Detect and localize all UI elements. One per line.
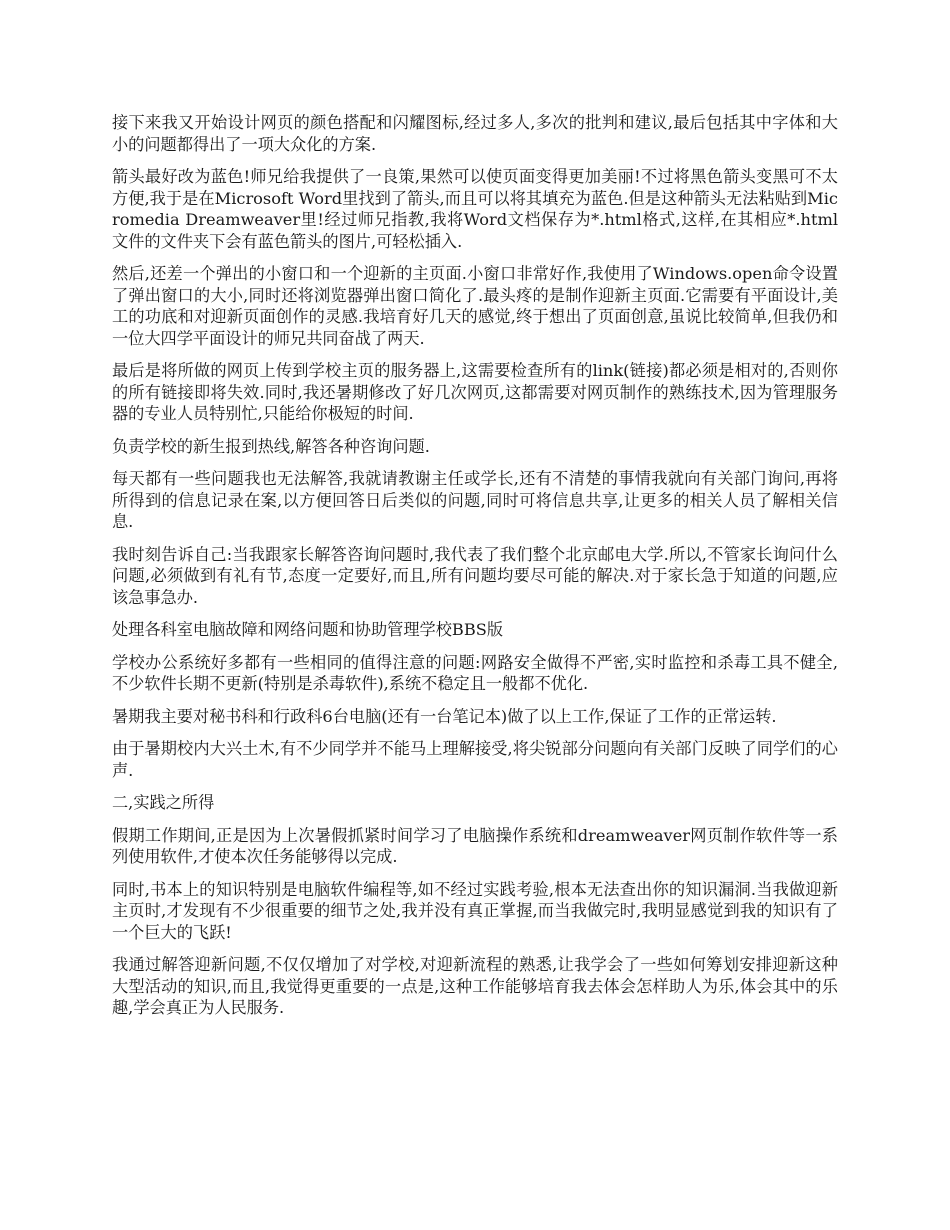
paragraph: 由于暑期校内大兴土木,有不少同学并不能马上理解接受,将尖锐部分问题向有关部门反映了同学们的心声. (112, 739, 838, 780)
paragraph: 负责学校的新生报到热线,解答各种咨询问题. (112, 436, 430, 456)
document-body (112, 112, 838, 1030)
paragraph: 暑期我主要对秘书科和行政科6台电脑(还有一台笔记本)做了以上工作,保证了工作的正常运转. (112, 706, 777, 726)
paragraph: 假期工作期间,正是因为上次暑假抓紧时间学习了电脑操作系统和dreamweaver网页制作软件等一系列使用软件,才使本次任务能够得以完成. (112, 825, 838, 866)
paragraph: 同时,书本上的知识特别是电脑软件编程等,如不经过实践考验,根本无法查出你的知识漏洞.当我做迎新主页时,才发现有不少很重要的细节之处,我并没有真正掌握,而当我做完时,我明显感觉到我的知识有了一个巨大的飞跃! (112, 879, 838, 942)
paragraph: 箭头最好改为蓝色!师兄给我提供了一良策,果然可以使页面变得更加美丽!不过将黑色箭头变黑可不太方便,我于是在Microsoft Word里找到了箭头,而且可以将其填充为蓝色.但是这种箭头无法粘贴到Micromedia Dreamweaver里!经过师兄指教,我将Word文档保存为*.html格式,这样,在其相应*.html文件的文件夹下会有蓝色箭头的图片,可轻松插入. (112, 167, 838, 251)
paragraph: 每天都有一些问题我也无法解答,我就请教谢主任或学长,还有不清楚的事情我就向有关部门询问,再将所得到的信息记录在案,以方便回答日后类似的问题,同时可将信息共享,让更多的相关人员了解相关信息. (112, 469, 838, 531)
paragraph: 然后,还差一个弹出的小窗口和一个迎新的主页面.小窗口非常好作,我使用了Windows.open命令设置了弹出窗口的大小,同时还将浏览器弹出窗口简化了.最头疼的是制作迎新主页面.它需要有平面设计,美工的功底和对迎新页面创作的灵感.我培育好几天的感觉,终于想出了页面创意,虽说比较简单,但我仍和一位大四学平面设计的师兄共同奋战了两天. (112, 264, 838, 348)
paragraph: 接下来我又开始设计网页的颜色搭配和闪耀图标,经过多人,多次的批判和建议,最后包括其中字体和大小的问题都得出了一项大众化的方案. (112, 113, 838, 154)
section-heading: 二,实践之所得 (112, 793, 215, 812)
section-heading: 处理各科室电脑故障和网络问题和协助管理学校BBS版 (112, 620, 504, 639)
paragraph: 我通过解答迎新问题,不仅仅增加了对学校,对迎新流程的熟悉,让我学会了一些如何筹划安排迎新这种大型活动的知识,而且,我觉得更重要的一点是,这种工作能够培育我去体会怎样助人为乐,体会其中的乐趣,学会真正为人民服务. (112, 955, 838, 1017)
paragraph: 我时刻告诉自己:当我跟家长解答咨询问题时,我代表了我们整个北京邮电大学.所以,不管家长询问什么问题,必须做到有礼有节,态度一定要好,而且,所有问题均要尽可能的解决.对于家长急于知道的问题,应该急事急办. (112, 544, 838, 607)
paragraph: 学校办公系统好多都有一些相同的值得注意的问题:网路安全做得不严密,实时监控和杀毒工具不健全,不少软件长期不更新(特别是杀毒软件),系统不稳定且一般都不优化. (112, 652, 838, 693)
paragraph: 最后是将所做的网页上传到学校主页的服务器上,这需要检查所有的link(链接)都必须是相对的,否则你的所有链接即将失效.同时,我还暑期修改了好几次网页,这都需要对网页制作的熟练技术,因为管理服务器的专业人员特别忙,只能给你极短的时间. (112, 361, 838, 423)
